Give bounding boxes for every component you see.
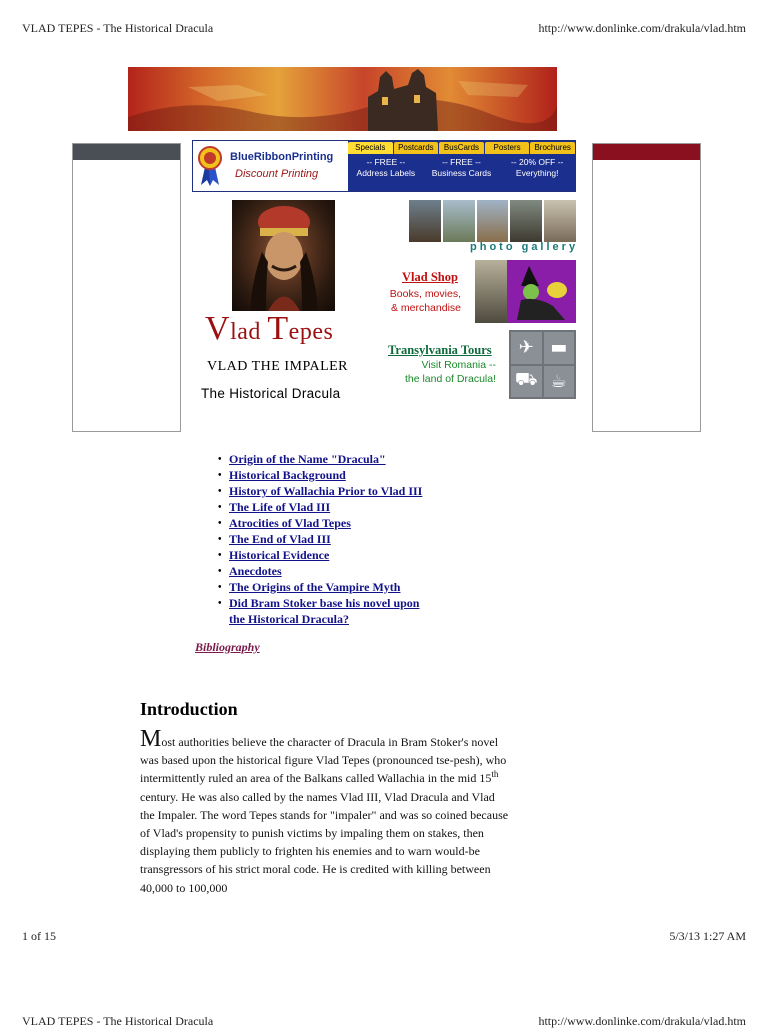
bed-icon: ▬	[544, 332, 575, 364]
toc-link-wallachia[interactable]: History of Wallachia Prior to Vlad III	[229, 484, 423, 498]
ad-tab-posters[interactable]: Posters	[485, 142, 530, 154]
toc-item	[218, 563, 422, 579]
toc-item	[218, 467, 422, 483]
toc-link-line: Did Bram Stoker base his novel upon	[229, 596, 420, 610]
intro-text: century. He was also called by the names Vlad III, Vlad Dracula and Vlad the Impaler. The word Tepes stands for "impaler" and was so coined because of Vlad's propensity to punish victims by impaling them on stakes, then displaying them publicly to frighten his enemies and to warn would-be transgressors of his strict moral code. He is credited with killing between 40,000 to 100,000	[140, 789, 509, 895]
print-footer-page: 1 of 15	[22, 929, 56, 943]
right-sidebar-box	[592, 143, 701, 432]
next-page-header-title: VLAD TEPES - The Historical Dracula	[22, 1014, 214, 1028]
print-header-url[interactable]: http://www.donlinke.com/drakula/vlad.htm	[538, 21, 746, 35]
vlad-portrait-image	[232, 200, 335, 311]
introduction-heading: Introduction	[140, 699, 238, 719]
ad-offer-discount[interactable]	[499, 157, 575, 179]
toc-link-origin[interactable]: Origin of the Name "Dracula"	[229, 452, 386, 466]
ad-tabs	[348, 142, 575, 154]
toc-link-atrocities[interactable]: Atrocities of Vlad Tepes	[229, 516, 351, 530]
ad-offer-line: -- 20% OFF --	[510, 157, 564, 167]
ad-offer-line: -- FREE --	[366, 157, 406, 167]
title-letter: V	[205, 310, 231, 347]
ad-offer-line: Business Cards	[431, 168, 492, 178]
tours-description	[396, 359, 496, 386]
title-letters: epes	[288, 319, 334, 345]
toc-item	[218, 499, 422, 515]
gallery-thumb	[443, 200, 475, 242]
castle-banner-icon	[128, 67, 557, 131]
toc-link-evidence[interactable]: Historical Evidence	[229, 548, 330, 562]
gallery-thumb	[477, 200, 509, 242]
tours-desc-line: the land of Dracula!	[404, 372, 496, 385]
photo-gallery-link[interactable]	[409, 200, 576, 242]
ad-tab-buscards[interactable]: BusCards	[439, 142, 484, 154]
transylvania-tours-link[interactable]: Transylvania Tours	[388, 343, 492, 357]
tours-desc-line: Visit Romania --	[421, 359, 496, 371]
ribbon-icon	[197, 145, 223, 187]
portrait-icon	[232, 200, 335, 311]
shop-desc-line: Books, movies,	[389, 288, 461, 300]
toc-link-bram-stoker[interactable]	[229, 596, 419, 626]
blueribbon-ad[interactable]	[192, 140, 576, 192]
print-header-title: VLAD TEPES - The Historical Dracula	[22, 21, 214, 35]
toc-item	[218, 595, 422, 627]
title-letters: lad	[230, 319, 268, 345]
vlad-shop-description	[380, 288, 461, 315]
ad-offer-line: -- FREE --	[442, 157, 481, 167]
ad-brand-area[interactable]	[193, 141, 348, 191]
ad-offers-panel[interactable]	[348, 141, 575, 191]
toc-link-anecdotes[interactable]: Anecdotes	[229, 564, 282, 578]
car-icon: ⛟	[511, 366, 542, 398]
print-footer-datetime: 5/3/13 1:27 AM	[669, 929, 746, 943]
toc-item	[218, 531, 422, 547]
ad-brand-name: BlueRibbonPrinting	[230, 151, 334, 163]
ad-tab-postcards[interactable]: Postcards	[394, 142, 439, 154]
ad-tab-brochures[interactable]: Brochures	[530, 142, 575, 154]
toc-link-vampire-myth[interactable]: The Origins of the Vampire Myth	[229, 580, 401, 594]
gallery-thumb	[544, 200, 576, 242]
introduction-paragraph	[140, 726, 510, 897]
bibliography-link[interactable]: Bibliography	[195, 640, 260, 654]
right-sidebar-bar	[593, 144, 700, 160]
toc-item	[218, 451, 422, 467]
ad-offer-line: Everything!	[515, 168, 559, 178]
title-letter: T	[267, 310, 289, 347]
witch-icon	[507, 260, 576, 323]
toc-item	[218, 515, 422, 531]
page-title	[205, 310, 333, 348]
banner-image	[128, 67, 557, 131]
intro-text: ost authorities believe the character of Dracula in Bram Stoker's novel was based upon the historical figure Vlad Tepes (pronounced tse-pesh), who intermittently ruled an area of the Balkans called Wallachia in the mid 15	[140, 735, 507, 786]
ad-tagline: Discount Printing	[235, 168, 319, 180]
next-page-header-url[interactable]: http://www.donlinke.com/drakula/vlad.htm	[538, 1014, 746, 1028]
gallery-thumb	[409, 200, 441, 242]
toc-link-background[interactable]: Historical Background	[229, 468, 346, 482]
ad-offer-line: Address Labels	[356, 168, 416, 178]
shop-thumb	[475, 260, 507, 323]
vlad-shop-link[interactable]: Vlad Shop	[402, 270, 458, 284]
toc-item	[218, 547, 422, 563]
left-sidebar-box	[72, 143, 181, 432]
ad-offers	[348, 157, 575, 179]
page-subtitle: VLAD THE IMPALER	[207, 359, 349, 374]
table-of-contents	[218, 451, 422, 627]
intro-superscript: th	[491, 769, 499, 780]
airplane-icon: ✈	[511, 332, 542, 364]
toc-link-line: the Historical Dracula?	[229, 612, 349, 626]
photo-gallery-label[interactable]: photo gallery	[470, 241, 579, 253]
toc-item	[218, 579, 422, 595]
coffee-icon: ☕	[544, 366, 575, 398]
drop-cap: M	[140, 726, 162, 752]
ad-offer-cards[interactable]	[424, 157, 500, 179]
ad-offer-labels[interactable]	[348, 157, 424, 179]
page-tagline: The Historical Dracula	[201, 386, 341, 401]
vlad-shop-image[interactable]	[475, 260, 576, 323]
ad-tab-specials[interactable]: Specials	[348, 142, 393, 154]
left-sidebar-bar	[73, 144, 180, 160]
shop-desc-line: & merchandise	[390, 301, 461, 314]
gallery-thumb	[510, 200, 542, 242]
toc-link-life[interactable]: The Life of Vlad III	[229, 500, 331, 514]
tours-icon-grid[interactable]	[509, 330, 576, 399]
toc-item	[218, 483, 422, 499]
shop-witch-icon	[507, 260, 576, 323]
toc-link-end[interactable]: The End of Vlad III	[229, 532, 331, 546]
